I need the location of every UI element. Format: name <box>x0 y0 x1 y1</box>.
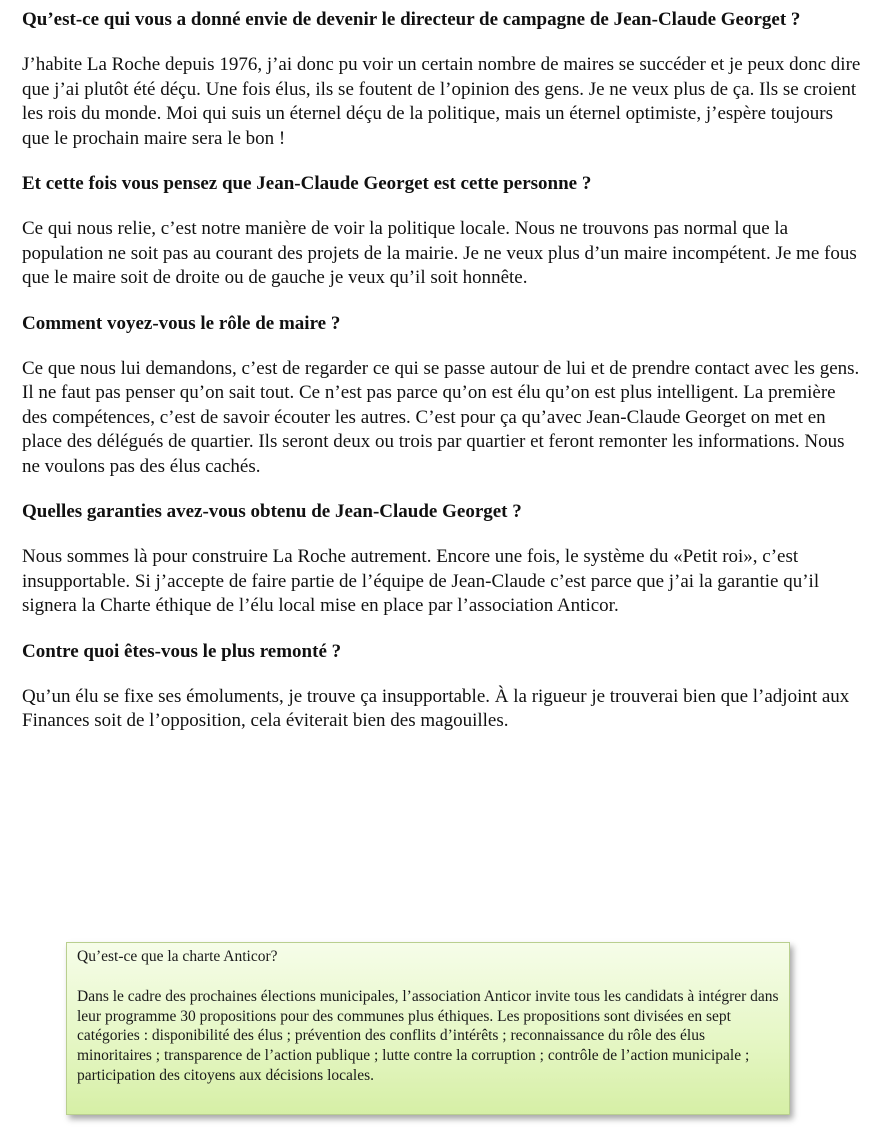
question-heading: Et cette fois vous pensez que Jean-Claude Georget est cette personne ? <box>22 173 592 194</box>
answer-paragraph: Ce qui nous relie, c’est notre manière de voir la politique locale. Nous ne trouvons pas normal que la population ne soit pas au courant des projets de la mairie. Je ne veux plus d’un maire incompétent. Je me fous que le maire soit de droite ou de gauche je veux qu’il soit honnête. <box>22 218 857 288</box>
question-heading: Qu’est-ce qui vous a donné envie de devenir le directeur de campagne de Jean-Claude Georget ? <box>22 9 801 30</box>
anticor-info-box <box>66 942 790 1115</box>
answer-paragraph: J’habite La Roche depuis 1976, j’ai donc pu voir un certain nombre de maires se succéder et je peux donc dire que j’ai plutôt été déçu. Une fois élus, ils se foutent de l’opinion des gens. Je ne veux plus de ça. Ils se croient les rois du monde. Moi qui suis un éternel déçu de la politique, mais un éternel optimiste, j’espère toujours que le prochain maire sera le bon ! <box>22 54 861 149</box>
answer-paragraph: Ce que nous lui demandons, c’est de regarder ce qui se passe autour de lui et de prendre contact avec les gens. Il ne faut pas penser qu’on sait tout. Ce n’est pas parce qu’on est élu qu’on est plus intelligent. La première des compétences, c’est de savoir écouter les autres. C’est pour ça qu’avec Jean-Claude Georget on met en place des délégués de quartier. Ils seront deux ou trois par quartier et feront remonter les informations. Nous ne voulons pas des élus cachés. <box>22 357 860 477</box>
interview-article <box>22 8 862 755</box>
qa-block-5 <box>22 640 862 734</box>
question-heading: Quelles garanties avez-vous obtenu de Jean-Claude Georget ? <box>22 501 522 522</box>
info-box-title: Qu’est-ce que la charte Anticor? <box>77 948 278 965</box>
question-heading: Comment voyez-vous le rôle de maire ? <box>22 312 341 334</box>
question-heading: Contre quoi êtes-vous le plus remonté ? <box>22 640 342 662</box>
qa-block-2 <box>22 172 862 291</box>
answer-paragraph: Qu’un élu se fixe ses émoluments, je trouve ça insupportable. À la rigueur je trouverai bien que l’adjoint aux Finances soit de l’opposition, cela éviterait bien des magouilles. <box>22 685 850 731</box>
qa-block-1 <box>22 8 862 151</box>
qa-block-3 <box>22 312 862 480</box>
answer-paragraph: Nous sommes là pour construire La Roche autrement. Encore une fois, le système du «Petit roi», c’est insupportable. Si j’accepte de faire partie de l’équipe de Jean-Claude c’est parce que j’ai la garantie qu’il signera la Charte éthique de l’élu local mise en place par l’association Anticor. <box>22 546 820 616</box>
qa-block-4 <box>22 500 862 619</box>
info-box-body: Dans le cadre des prochaines élections municipales, l’association Anticor invite tous les candidats à intégrer dans leur programme 30 propositions pour des communes plus éthiques. Les propositions sont divisées en sept catégories : disponibilité des élus ; prévention des conflits d’intérêts ; reconnaissance du rôle des élus minoritaires ; transparence de l’action publique ; lutte contre la corruption ; contrôle de l’action municipale ; participation des citoyens aux décisions locales. <box>77 987 779 1084</box>
